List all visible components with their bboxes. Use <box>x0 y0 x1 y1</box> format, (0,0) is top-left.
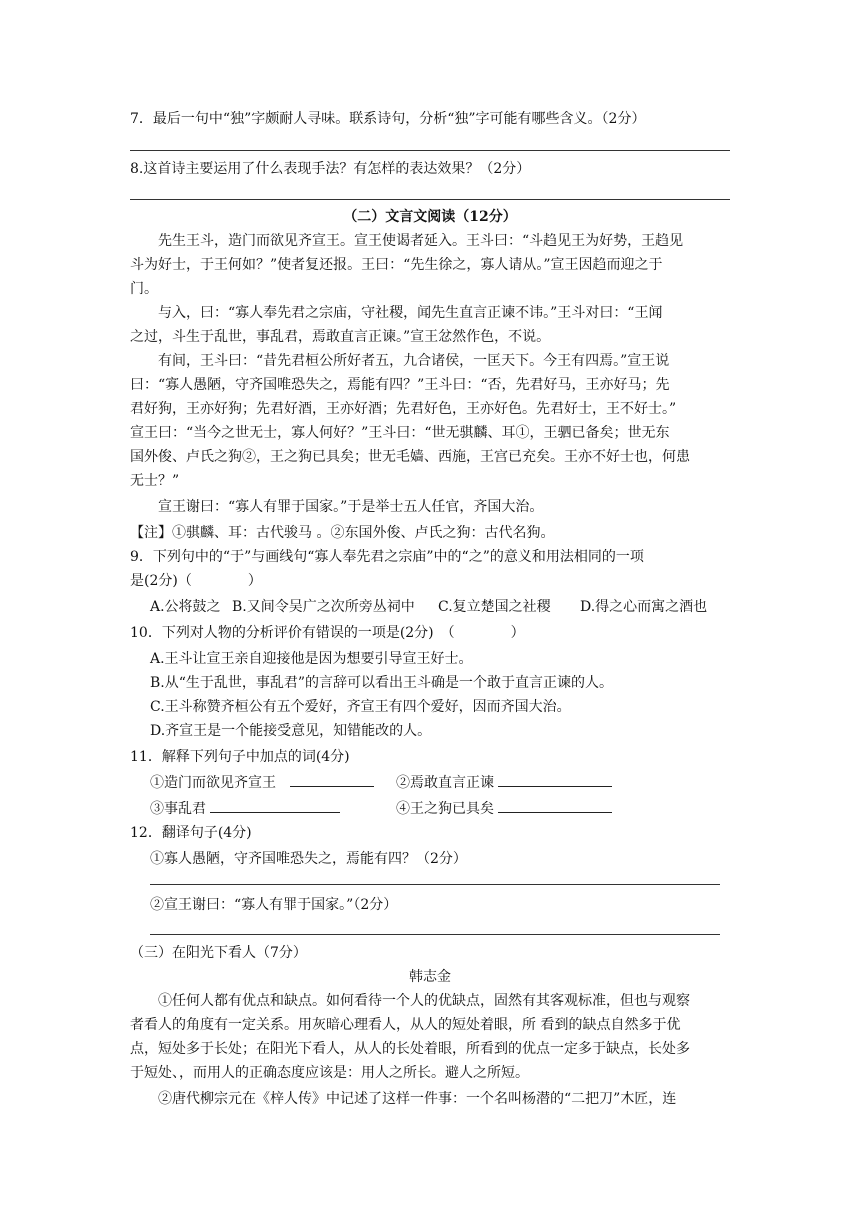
option-b: B.从“生于乱世，事乱君”的言辞可以看出王斗确是一个敢于直言正谏的人。 <box>150 675 614 691</box>
passage-line: 先生王斗，造门而欲见齐宣王。宣王使谒者延入。王斗曰：“斗趋见王为好势，王趋见 <box>158 233 684 249</box>
option-c: C.复立楚国之社稷 <box>438 599 551 615</box>
option-d: D.得之心而寓之酒也 <box>580 599 708 615</box>
q12-item-2: ②宣王谢曰：“寡人有罪于国家。”（2分） <box>150 897 398 913</box>
passage-line: 无士？” <box>130 473 180 489</box>
option-a: A.公将鼓之 <box>150 599 221 615</box>
answer-line[interactable] <box>150 934 720 935</box>
section-title: （二）文言文阅读（12分） <box>343 209 517 225</box>
passage-line: 宣王谢曰：“寡人有罪于国家。”于是举士五人任官，齐国大治。 <box>158 499 544 515</box>
q12-item-1: ①寡人愚陋，守齐国唯恐失之，焉能有四？（2分） <box>150 851 467 867</box>
passage-line: ①任何人都有优点和缺点。如何看待一个人的优缺点，固然有其客观标准，但也与观察 <box>158 993 690 1009</box>
passage-line: 者看人的角度有一定关系。用灰暗心理看人，从人的短处着眼，所 看到的缺点自然多于优 <box>130 1017 681 1033</box>
passage-line: 国外俊、卢氏之狗②，王之狗已具矣；世无毛嫱、西施，王宫已充矣。王亦不好士也，何患 <box>130 449 690 465</box>
section-title: （三）在阳光下看人（7分） <box>130 945 307 961</box>
author: 韩志金 <box>409 969 451 985</box>
passage-line: 曰：“寡人愚陋，守齐国唯恐失之，焉能有四？”王斗曰：“否，先君好马，王亦好马；先 <box>130 377 670 393</box>
answer-blank[interactable] <box>498 798 612 813</box>
passage-line: 君好狗，王亦好狗；先君好酒，王亦好酒；先君好色，王亦好色。先君好士，王不好士。” <box>130 401 677 417</box>
option-b: B.又间令吴广之次所旁丛祠中 <box>232 599 415 615</box>
answer-line <box>130 150 730 151</box>
footnote: 【注】①骐麟、耳：古代骏马 。②东国外俊、卢氏之狗：古代名狗。 <box>130 525 555 541</box>
q11-item-text: ④王之狗已具矣 <box>396 801 494 817</box>
q11-item-3 <box>150 798 340 818</box>
passage-line: 于短处、，而用人的正确态度应该是：用人之所长。避人之所短。 <box>130 1065 529 1081</box>
q11-item-text: ①造门而欲见齐宣王 <box>150 775 276 791</box>
passage-line: 门。 <box>130 281 158 297</box>
option-d: D.齐宣王是一个能接受意见，知错能改的人。 <box>150 723 432 739</box>
passage-line: 点，短处多于长处；在阳光下看人，从人的长处着眼，所看到的优点一定多于缺点，长处多 <box>130 1041 690 1057</box>
q11-item-1 <box>150 772 374 792</box>
passage-line: 与入，曰：“寡人奉先君之宗庙，守社稷，闻先生直言正谏不讳。”王斗对曰：“王闻 <box>158 305 663 321</box>
answer-blank[interactable] <box>290 772 374 787</box>
option-c: C.王斗称赞齐桓公有五个爱好，齐宣王有四个爱好，因而齐国大治。 <box>150 699 571 715</box>
question-8: 8.这首诗主要运用了什么表现手法？有怎样的表达效果？（2分） <box>130 161 531 177</box>
passage-line: ②唐代柳宗元在《梓人传》中记述了这样一件事：一个名叫杨潜的“二把刀”木匠，连 <box>158 1091 677 1107</box>
passage-line: 宣王曰：“当今之世无士，寡人何好？”王斗曰：“世无骐麟、耳①，王驷已备矣；世无东 <box>130 425 670 441</box>
question-7: 7．最后一句中“独”字颇耐人寻味。联系诗句，分析“独”字可能有哪些含义。（2分） <box>130 111 646 127</box>
answer-line[interactable] <box>150 884 720 885</box>
option-a: A.王斗让宣王亲自迎接他是因为想要引导宣王好士。 <box>150 651 473 667</box>
q11-item-text: ③事乱君 <box>150 801 206 817</box>
question-9-stem-cont: 是(2分)（ ） <box>130 573 262 589</box>
question-11-stem: 11．解释下列句子中加点的词(4分) <box>130 749 350 765</box>
question-10-stem: 10．下列对人物的分析评价有错误的一项是(2分) （ ） <box>130 625 525 641</box>
passage-line: 有间，王斗曰：“昔先君桓公所好者五，九合诸侯，一匡天下。今王有四焉。”宣王说 <box>158 353 670 369</box>
passage-line: 斗为好士，于王何如？”使者复还报。王曰：“先生徐之，寡人请从。”宣王因趋而迎之于 <box>130 257 663 273</box>
answer-blank[interactable] <box>498 772 612 787</box>
question-12-stem: 12．翻译句子(4分) <box>130 825 252 841</box>
answer-line <box>130 199 730 200</box>
q11-item-4 <box>396 798 612 818</box>
q11-item-2 <box>396 772 612 792</box>
answer-blank[interactable] <box>210 798 340 813</box>
question-9-stem: 9．下列句中的“于”与画线句“寡人奉先君之宗庙”中的“之”的意义和用法相同的一项 <box>130 549 644 565</box>
q11-item-text: ②焉敢直言正谏 <box>396 775 494 791</box>
passage-line: 之过，斗生于乱世，事乱君，焉敢直言正谏。”宣王忿然作色，不说。 <box>130 329 551 345</box>
